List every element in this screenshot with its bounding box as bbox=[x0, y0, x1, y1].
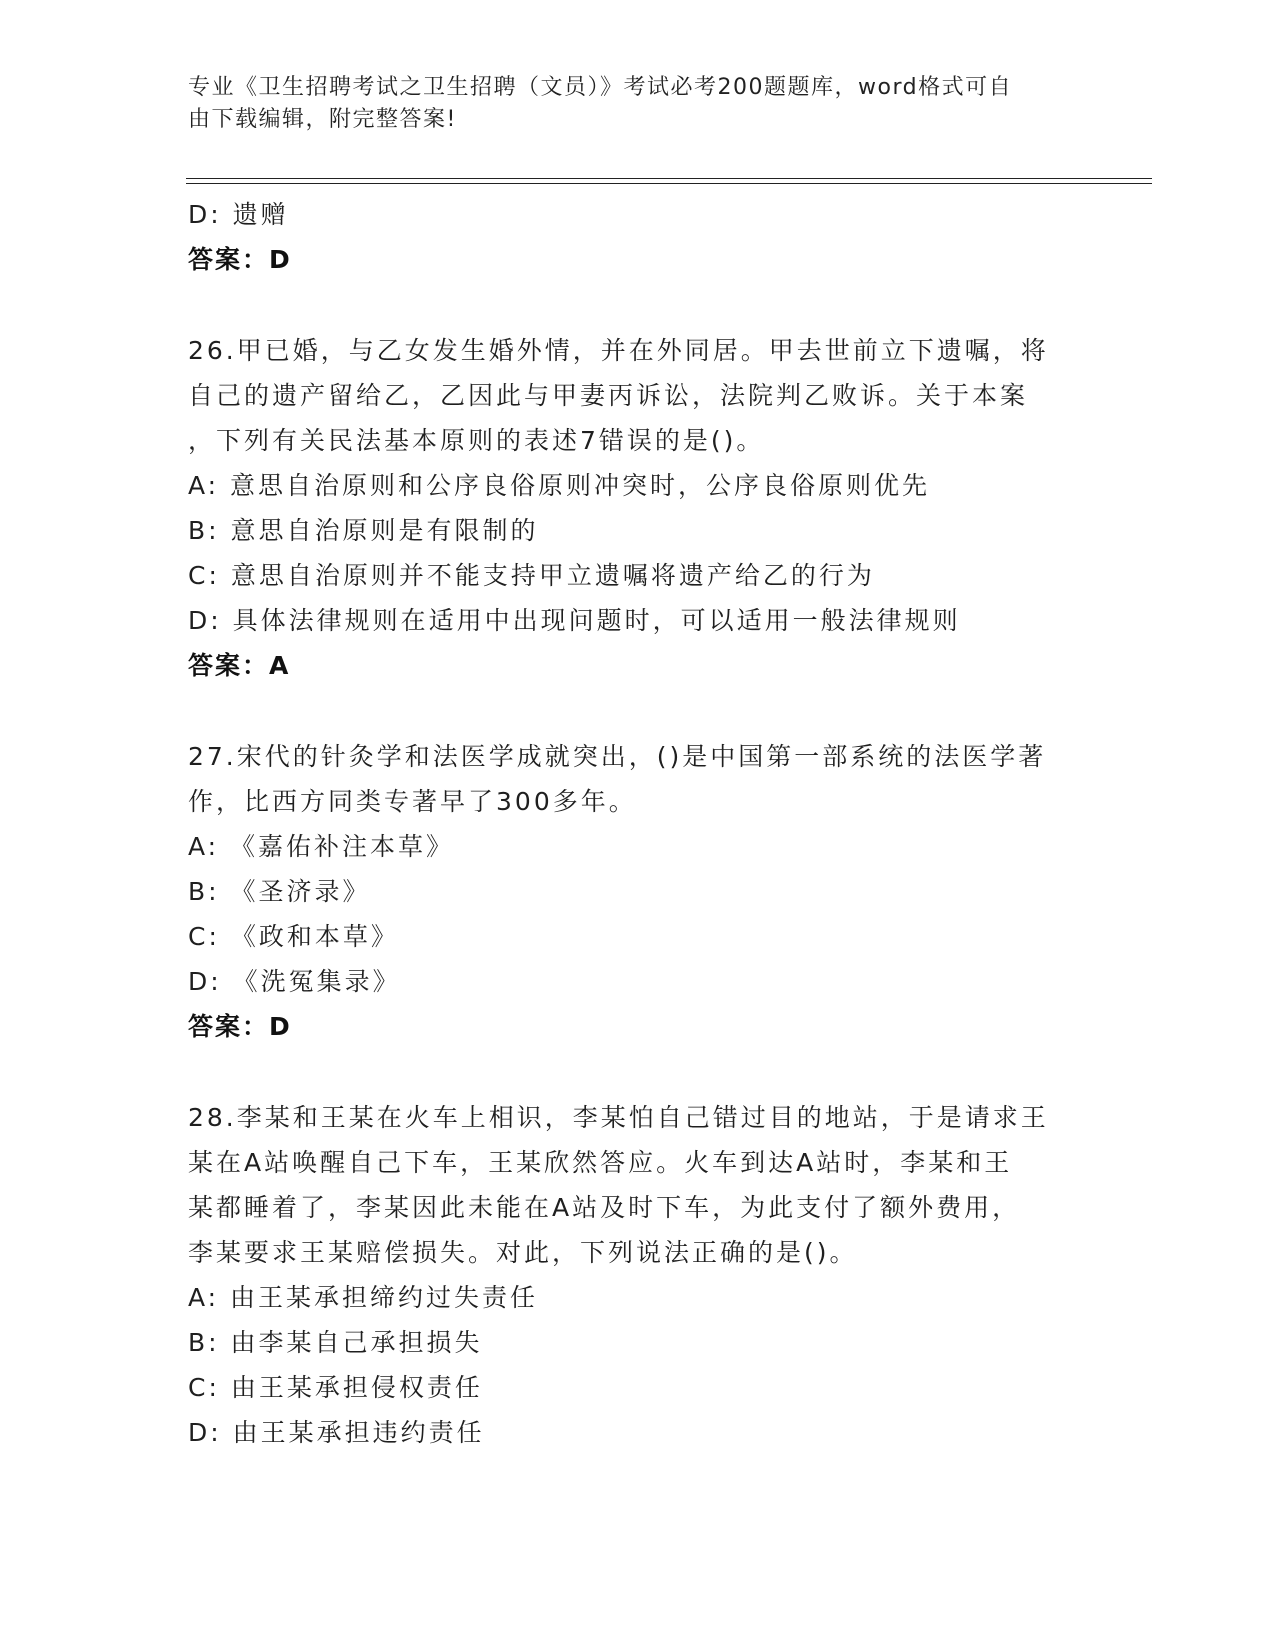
option-b: B: 由李某自己承担损失 bbox=[188, 1328, 483, 1357]
question-text-line: 28.李某和王某在火车上相识，李某怕自己错过目的地站，于是请求王 bbox=[188, 1103, 1049, 1132]
option-c: C: 意思自治原则并不能支持甲立遗嘱将遗产给乙的行为 bbox=[188, 561, 875, 590]
option-b: B: 《圣济录》 bbox=[188, 877, 371, 906]
option-b: B: 意思自治原则是有限制的 bbox=[188, 516, 539, 545]
option-d: D: 由王某承担违约责任 bbox=[188, 1418, 485, 1447]
option-c: C: 《政和本草》 bbox=[188, 922, 399, 951]
option-d: D: 具体法律规则在适用中出现问题时，可以适用一般法律规则 bbox=[188, 606, 961, 635]
option-a: A: 由王某承担缔约过失责任 bbox=[188, 1283, 539, 1312]
header-line-2: 由下载编辑，附完整答案! bbox=[188, 107, 457, 132]
header-divider-top bbox=[186, 178, 1152, 179]
option-d: D: 遗赠 bbox=[188, 200, 289, 229]
question-27 bbox=[188, 734, 1088, 1049]
option-d: D: 《洗冤集录》 bbox=[188, 967, 401, 996]
answer-line: 答案：A bbox=[188, 651, 291, 680]
header-line-1: 专业《卫生招聘考试之卫生招聘（文员）》考试必考200题题库，word格式可自 bbox=[188, 75, 1013, 100]
option-a: A: 《嘉佑补注本草》 bbox=[188, 832, 455, 861]
document-header bbox=[188, 72, 1068, 136]
question-text-line: 作，比西方同类专著早了300多年。 bbox=[188, 787, 637, 816]
question-text-line: 李某要求王某赔偿损失。对此，下列说法正确的是()。 bbox=[188, 1238, 858, 1267]
question-text-line: 某都睡着了，李某因此未能在A站及时下车，为此支付了额外费用， bbox=[188, 1193, 1021, 1222]
previous-question-tail bbox=[188, 192, 1088, 282]
option-c: C: 由王某承担侵权责任 bbox=[188, 1373, 483, 1402]
question-28 bbox=[188, 1095, 1088, 1455]
answer-line: 答案：D bbox=[188, 245, 292, 274]
question-text-line: 26.甲已婚，与乙女发生婚外情，并在外同居。甲去世前立下遗嘱，将 bbox=[188, 336, 1049, 365]
question-text-line: 自己的遗产留给乙，乙因此与甲妻丙诉讼，法院判乙败诉。关于本案 bbox=[188, 381, 1029, 410]
question-text-line: ，下列有关民法基本原则的表述7错误的是()。 bbox=[188, 426, 765, 455]
question-26 bbox=[188, 328, 1088, 688]
question-text-line: 27.宋代的针灸学和法医学成就突出，()是中国第一部系统的法医学著 bbox=[188, 742, 1047, 771]
header-divider-bottom bbox=[186, 183, 1152, 184]
question-text-line: 某在A站唤醒自己下车，王某欣然答应。火车到达A站时，李某和王 bbox=[188, 1148, 1013, 1177]
option-a: A: 意思自治原则和公序良俗原则冲突时，公序良俗原则优先 bbox=[188, 471, 931, 500]
answer-line: 答案：D bbox=[188, 1012, 292, 1041]
document-body bbox=[188, 192, 1088, 1455]
